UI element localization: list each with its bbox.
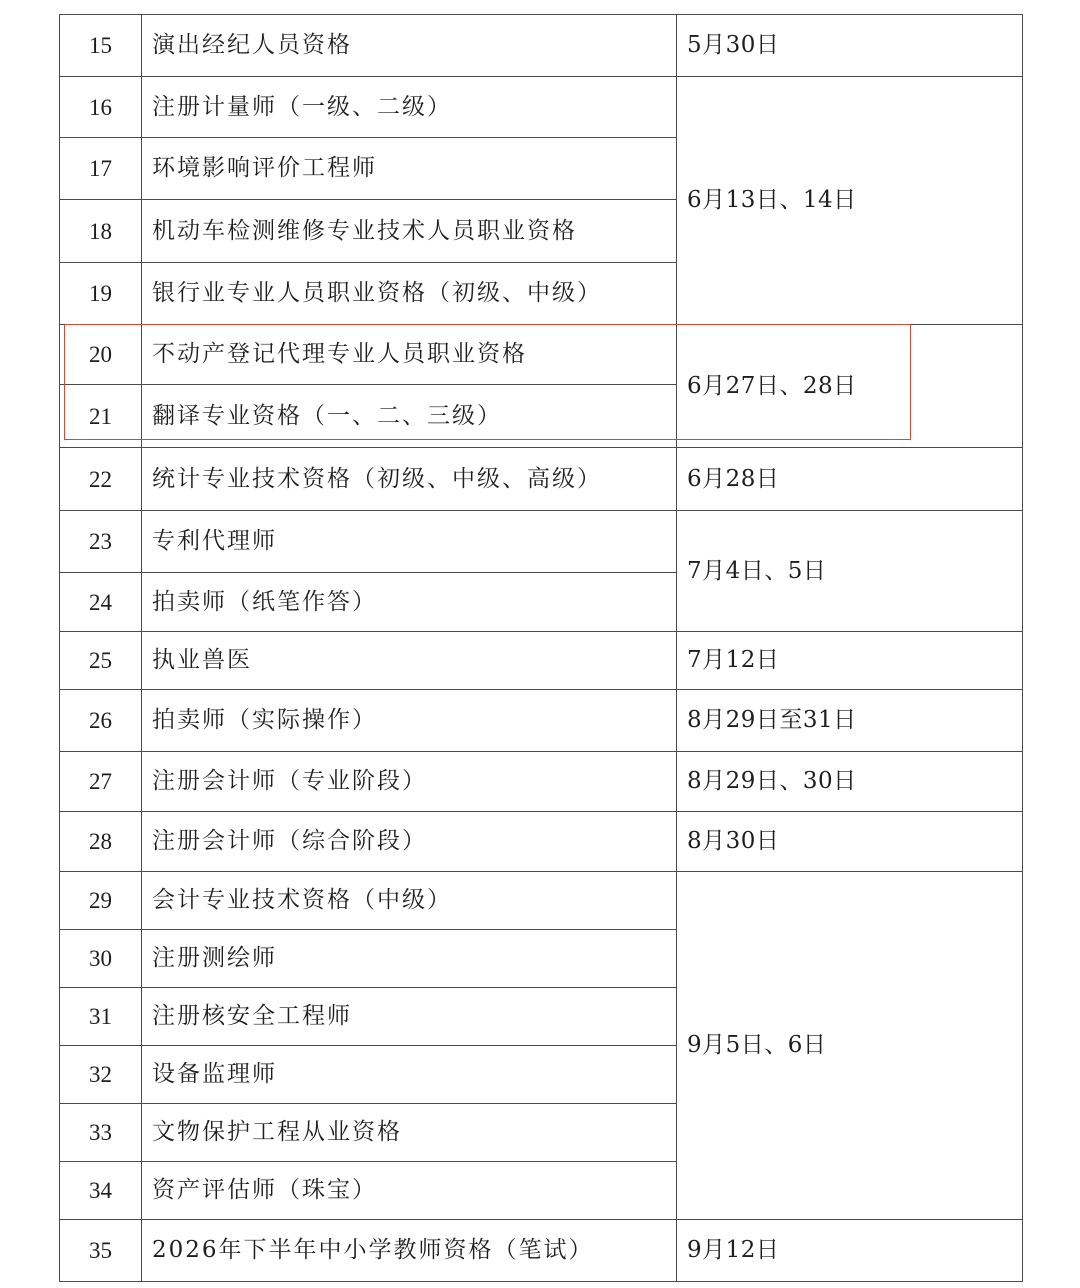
table-row — [60, 325, 1023, 385]
exam-name: 资产评估师（珠宝） — [142, 1162, 677, 1220]
exam-name: 不动产登记代理专业人员职业资格 — [142, 325, 677, 385]
table-row — [60, 752, 1023, 812]
exam-name: 环境影响评价工程师 — [142, 138, 677, 200]
exam-name: 注册会计师（综合阶段） — [142, 812, 677, 872]
row-number: 23 — [60, 511, 142, 573]
exam-name: 统计专业技术资格（初级、中级、高级） — [142, 448, 677, 511]
exam-name: 银行业专业人员职业资格（初级、中级） — [142, 263, 677, 325]
row-number: 31 — [60, 988, 142, 1046]
row-number: 32 — [60, 1046, 142, 1104]
exam-name: 执业兽医 — [142, 632, 677, 690]
exam-name: 机动车检测维修专业技术人员职业资格 — [142, 200, 677, 263]
row-number: 33 — [60, 1104, 142, 1162]
row-number: 26 — [60, 690, 142, 752]
exam-date: 9月12日 — [677, 1220, 1023, 1282]
row-number: 17 — [60, 138, 142, 200]
exam-name: 注册计量师（一级、二级） — [142, 77, 677, 138]
exam-date: 8月29日至31日 — [677, 690, 1023, 752]
table-row — [60, 1220, 1023, 1282]
exam-name: 会计专业技术资格（中级） — [142, 872, 677, 930]
exam-name: 注册测绘师 — [142, 930, 677, 988]
table-row — [60, 15, 1023, 77]
exam-name: 文物保护工程从业资格 — [142, 1104, 677, 1162]
row-number: 27 — [60, 752, 142, 812]
exam-name: 注册会计师（专业阶段） — [142, 752, 677, 812]
exam-name: 拍卖师（纸笔作答） — [142, 573, 677, 632]
row-number: 28 — [60, 812, 142, 872]
row-number: 21 — [60, 385, 142, 448]
row-number: 20 — [60, 325, 142, 385]
exam-name: 注册核安全工程师 — [142, 988, 677, 1046]
exam-date: 7月12日 — [677, 632, 1023, 690]
exam-date: 9月5日、6日 — [677, 872, 1023, 1220]
row-number: 30 — [60, 930, 142, 988]
row-number: 25 — [60, 632, 142, 690]
exam-name: 拍卖师（实际操作） — [142, 690, 677, 752]
table-row — [60, 690, 1023, 752]
exam-date: 6月28日 — [677, 448, 1023, 511]
row-number: 16 — [60, 77, 142, 138]
row-number: 18 — [60, 200, 142, 263]
row-number: 22 — [60, 448, 142, 511]
exam-schedule-table — [59, 14, 1023, 1282]
exam-name: 演出经纪人员资格 — [142, 15, 677, 77]
exam-date: 6月13日、14日 — [677, 77, 1023, 325]
exam-name: 2026年下半年中小学教师资格（笔试） — [142, 1220, 677, 1282]
table-row — [60, 632, 1023, 690]
row-number: 29 — [60, 872, 142, 930]
table-row — [60, 448, 1023, 511]
table-row — [60, 77, 1023, 138]
table-row — [60, 812, 1023, 872]
row-number: 34 — [60, 1162, 142, 1220]
exam-date: 7月4日、5日 — [677, 511, 1023, 632]
exam-name: 专利代理师 — [142, 511, 677, 573]
exam-date: 8月30日 — [677, 812, 1023, 872]
exam-name: 设备监理师 — [142, 1046, 677, 1104]
exam-name: 翻译专业资格（一、二、三级） — [142, 385, 677, 448]
row-number: 15 — [60, 15, 142, 77]
row-number: 24 — [60, 573, 142, 632]
row-number: 35 — [60, 1220, 142, 1282]
row-number: 19 — [60, 263, 142, 325]
table-row — [60, 872, 1023, 930]
table-row — [60, 511, 1023, 573]
exam-date: 8月29日、30日 — [677, 752, 1023, 812]
exam-date: 6月27日、28日 — [677, 325, 1023, 448]
exam-date: 5月30日 — [677, 15, 1023, 77]
